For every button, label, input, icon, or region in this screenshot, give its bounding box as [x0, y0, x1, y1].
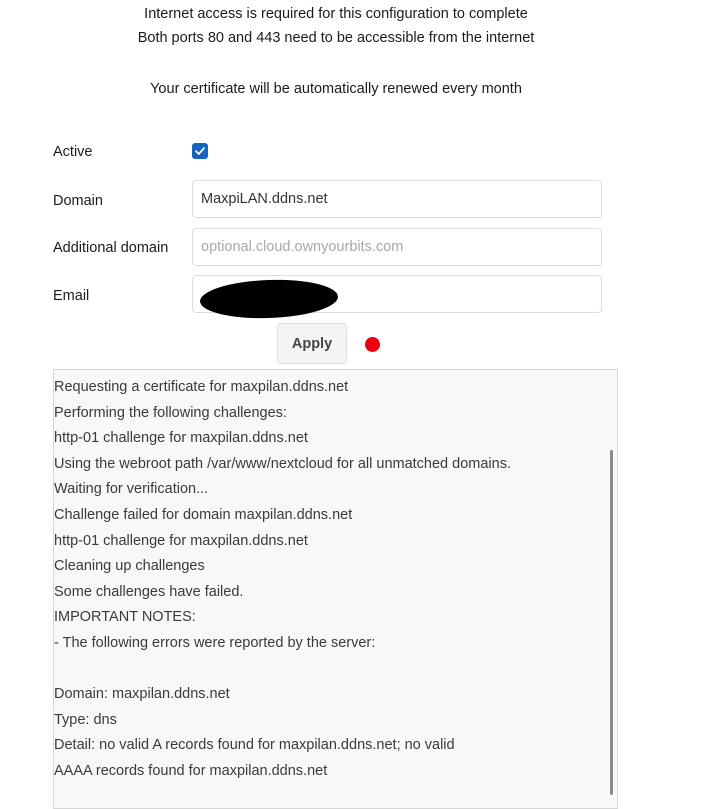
log-line: Domain: maxpilan.ddns.net	[54, 686, 230, 703]
info-auto-renew: Your certificate will be automatically renewed every month	[150, 81, 522, 97]
apply-button[interactable]: Apply	[277, 323, 347, 364]
log-line: Requesting a certificate for maxpilan.ddns.net	[54, 379, 349, 395]
log-scrollbar[interactable]	[610, 450, 613, 795]
log-line: Detail: no valid A records found for maxpilan.ddns.net; no valid	[54, 737, 455, 754]
log-line: Waiting for verification...	[54, 481, 209, 498]
log-line: Challenge failed for domain maxpilan.ddns.net	[54, 506, 353, 523]
email-label: Email	[53, 288, 90, 304]
output-log[interactable]	[53, 369, 618, 809]
log-line: - The following errors were reported by the server:	[54, 634, 376, 651]
info-ports-required: Both ports 80 and 443 need to be accessible from the internet	[137, 30, 535, 46]
log-line: Performing the following challenges:	[54, 404, 287, 421]
domain-label: Domain	[53, 193, 103, 209]
log-line: Cleaning up challenges	[54, 558, 205, 575]
log-line: IMPORTANT NOTES:	[54, 609, 196, 626]
additional-domain-label: Additional domain	[53, 240, 169, 256]
log-line: AAAA records found for maxpilan.ddns.net	[54, 762, 328, 779]
log-line	[54, 657, 511, 683]
active-checkbox[interactable]	[192, 143, 208, 159]
log-line: http-01 challenge for maxpilan.ddns.net	[54, 430, 308, 447]
info-internet-required: Internet access is required for this configuration to complete	[144, 6, 528, 22]
log-line: Some challenges have failed.	[54, 583, 244, 600]
log-lines	[54, 375, 511, 785]
active-label: Active	[53, 144, 93, 160]
additional-domain-input[interactable]	[192, 228, 602, 266]
domain-input[interactable]	[192, 180, 602, 218]
log-line: Using the webroot path /var/www/nextcloud for all unmatched domains.	[54, 455, 511, 472]
checkmark-icon	[194, 145, 206, 157]
status-indicator	[365, 337, 380, 352]
log-line: Type: dns	[54, 711, 117, 728]
log-line: http-01 challenge for maxpilan.ddns.net	[54, 532, 308, 549]
